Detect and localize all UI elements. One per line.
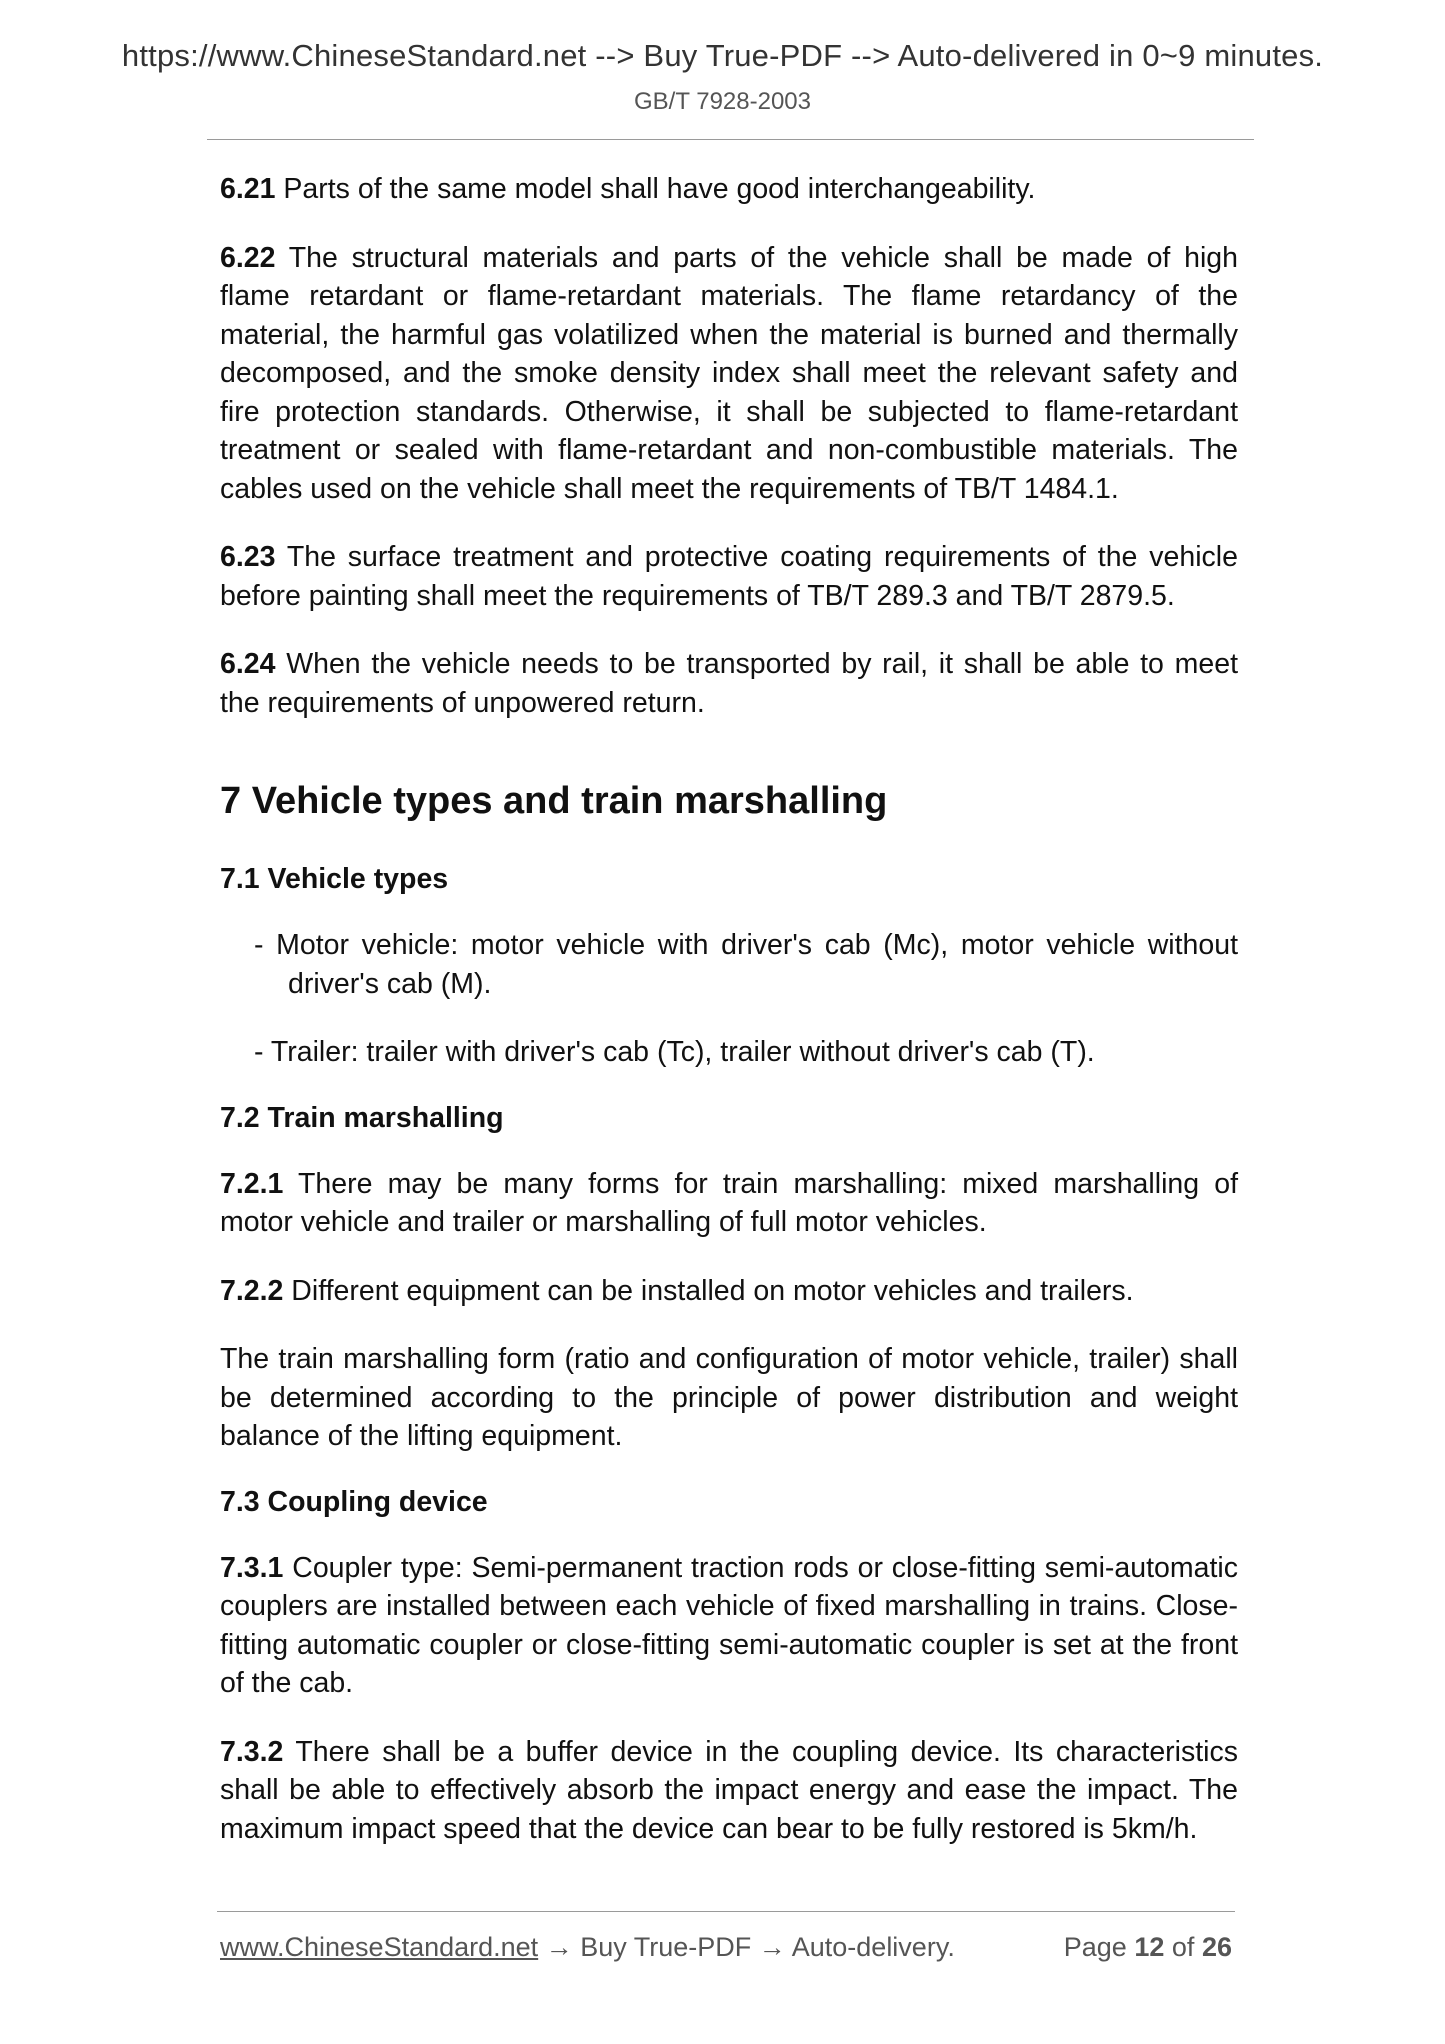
standard-number: GB/T 7928-2003 (633, 88, 811, 115)
marshalling-note: The train marshalling form (ratio and configuration of motor vehicle, trailer) shall be determined according to the principle of power distribution and weight balance of the lifting equipment. (220, 1343, 1238, 1452)
subsection-7-3-title: 7.3 Coupling device (220, 1485, 488, 1518)
clause-number: 7.3.1 (220, 1551, 284, 1584)
header-divider (207, 139, 1254, 140)
clause-number: 6.24 (220, 648, 276, 680)
clause-7-3-1 (220, 1549, 1238, 1703)
clause-text: When the vehicle needs to be transported by rail, it shall be able to meet the requirements of unpowered return. (220, 648, 1238, 719)
subsection-7-2-title: 7.2 Train marshalling (220, 1101, 504, 1134)
footer-promo-text: → Buy True-PDF → Auto-delivery. (538, 1932, 955, 1962)
clause-text: The structural materials and parts of the vehicle shall be made of high flame retardant or flame-retardant materials. The flame retardancy of the material, the harmful gas volatilized when the material is burned and thermally decomposed, and the smoke density index shall meet the relevant safety and fire protection standards. Otherwise, it shall be subjected to flame-retardant treatment or sealed with flame-retardant and non-combustible materials. The cables used on the vehicle shall meet the requirements of TB/T 1484.1. (220, 241, 1238, 505)
clause-number: 7.2.2 (220, 1274, 284, 1307)
clause-6-23 (220, 538, 1238, 615)
page-indicator (1064, 1932, 1232, 1963)
clause-7-2-2 (220, 1272, 1238, 1311)
clause-text: Coupler type: Semi-permanent traction rods or close-fitting semi-automatic couplers are installed between each vehicle of fixed marshalling in trains. Close-fitting automatic coupler or close-fitting semi-automatic coupler is set at the front of the cab. (220, 1551, 1238, 1699)
clause-text: The surface treatment and protective coating requirements of the vehicle before painting shall meet the requirements of TB/T 289.3 and TB/T 2879.5. (220, 541, 1238, 612)
list-item-motor-vehicle: - Motor vehicle: motor vehicle with driver's cab (Mc), motor vehicle without driver's cab (M). (254, 929, 1238, 1000)
clause-6-22 (220, 239, 1238, 509)
clause-text: There may be many forms for train marshalling: mixed marshalling of motor vehicle and trailer or marshalling of full motor vehicles. (220, 1167, 1238, 1238)
page-total: 26 (1201, 1932, 1232, 1962)
of-word: of (1171, 1932, 1195, 1962)
header-banner: https://www.ChineseStandard.net --> Buy True-PDF --> Auto-delivered in 0~9 minutes. (121, 38, 1324, 73)
clause-text: There shall be a buffer device in the coupling device. Its characteristics shall be able to effectively absorb the impact energy and ease the impact. The maximum impact speed that the device can bear to be fully restored is 5km/h. (220, 1735, 1238, 1845)
clause-text: Parts of the same model shall have good interchangeability. (275, 173, 1036, 205)
clause-text: Different equipment can be installed on motor vehicles and trailers. (283, 1274, 1134, 1307)
clause-number: 6.22 (220, 241, 276, 274)
page-number: 12 (1134, 1932, 1165, 1962)
clause-7-3-2 (220, 1733, 1238, 1849)
clause-number: 7.3.2 (220, 1735, 284, 1768)
clause-number: 6.21 (220, 173, 276, 205)
clause-6-21 (220, 170, 1238, 209)
clause-number: 7.2.1 (220, 1167, 284, 1200)
list-item-trailer: - Trailer: trailer with driver's cab (Tc), trailer without driver's cab (T). (254, 1036, 1095, 1068)
footer-site-link[interactable]: www.ChineseStandard.net (220, 1932, 539, 1962)
clause-6-24 (220, 645, 1238, 722)
page-word: Page (1063, 1932, 1127, 1962)
clause-number: 6.23 (220, 541, 276, 573)
clause-7-2-1 (220, 1165, 1238, 1242)
section-7-title: 7 Vehicle types and train marshalling (220, 780, 888, 822)
subsection-7-1-title: 7.1 Vehicle types (220, 863, 449, 895)
footer-divider (217, 1911, 1235, 1912)
footer-promo (220, 1932, 955, 1963)
page-content (220, 170, 1238, 1848)
